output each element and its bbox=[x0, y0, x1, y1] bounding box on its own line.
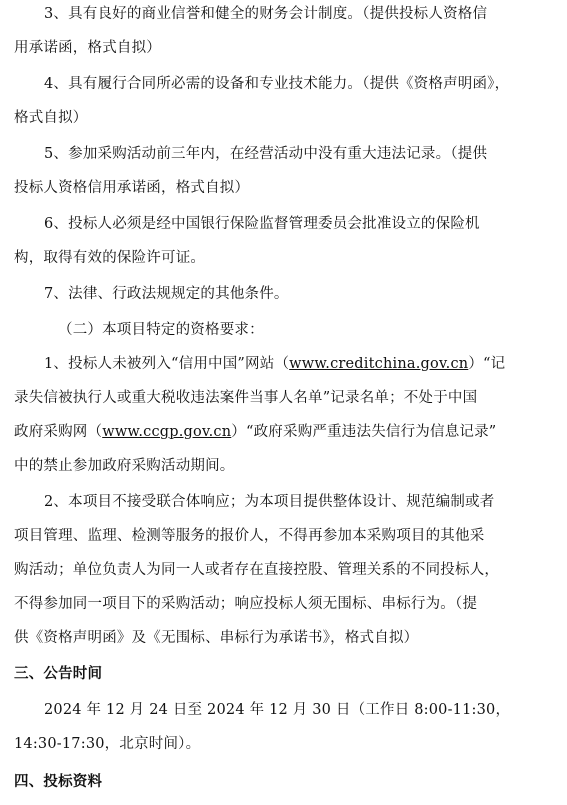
section-heading: 三、公告时间 bbox=[14, 666, 103, 682]
paragraph-line: 项目管理、监理、检测等服务的报价人，不得再参加本采购项目的其他采 bbox=[14, 528, 485, 544]
paragraph-text: ）“记 bbox=[468, 356, 506, 372]
section-subheading: （二）本项目特定的资格要求： bbox=[58, 322, 264, 338]
paragraph-line: 录失信被执行人或重大税收违法案件当事人名单”记录名单；不处于中国 bbox=[14, 390, 478, 406]
paragraph-line: 购活动；单位负责人为同一人或者存在直接控股、管理关系的不同投标人， bbox=[14, 562, 500, 578]
paragraph-line: 中的禁止参加政府采购活动期间。 bbox=[14, 458, 235, 474]
paragraph-line: 供《资格声明函》及《无围标、串标行为承诺书》，格式自拟） bbox=[14, 630, 419, 646]
paragraph-line: 3、具有良好的商业信誉和健全的财务会计制度。（提供投标人资格信 bbox=[44, 6, 488, 22]
paragraph-line: 14:30-17:30，北京时间）。 bbox=[14, 736, 201, 752]
paragraph-line bbox=[14, 422, 554, 442]
ccgp-link[interactable]: www.ccgp.gov.cn bbox=[102, 424, 232, 440]
paragraph-line: 不得参加同一项目下的采购活动；响应投标人须无围标、串标行为。（提 bbox=[14, 596, 478, 612]
paragraph-line: 用承诺函，格式自拟） bbox=[14, 40, 161, 56]
section-heading: 四、投标资料 bbox=[14, 774, 103, 790]
paragraph-line: 构，取得有效的保险许可证。 bbox=[14, 250, 206, 266]
creditchina-link[interactable]: www.creditchina.gov.cn bbox=[289, 356, 469, 372]
paragraph-line: 2024 年 12 月 24 日至 2024 年 12 月 30 日（工作日 8:00-11:30， bbox=[44, 702, 511, 718]
paragraph-text: ）“政府采购严重违法失信行为信息记录” bbox=[231, 424, 497, 440]
paragraph-text: 政府采购网（ bbox=[14, 424, 103, 440]
paragraph-text: 1、投标人未被列入“信用中国”网站（ bbox=[44, 356, 290, 372]
paragraph-line: 7、法律、行政法规规定的其他条件。 bbox=[44, 286, 289, 302]
paragraph-line: 投标人资格信用承诺函，格式自拟） bbox=[14, 180, 250, 196]
paragraph-line: 2、本项目不接受联合体响应；为本项目提供整体设计、规范编制或者 bbox=[44, 494, 495, 510]
paragraph-line: 5、参加采购活动前三年内，在经营活动中没有重大违法记录。（提供 bbox=[44, 146, 488, 162]
paragraph-line bbox=[44, 354, 567, 374]
paragraph-line: 4、具有履行合同所必需的设备和专业技术能力。（提供《资格声明函》， bbox=[44, 76, 510, 92]
paragraph-line: 格式自拟） bbox=[14, 110, 88, 126]
paragraph-line: 6、投标人必须是经中国银行保险监督管理委员会批准设立的保险机 bbox=[44, 216, 480, 232]
